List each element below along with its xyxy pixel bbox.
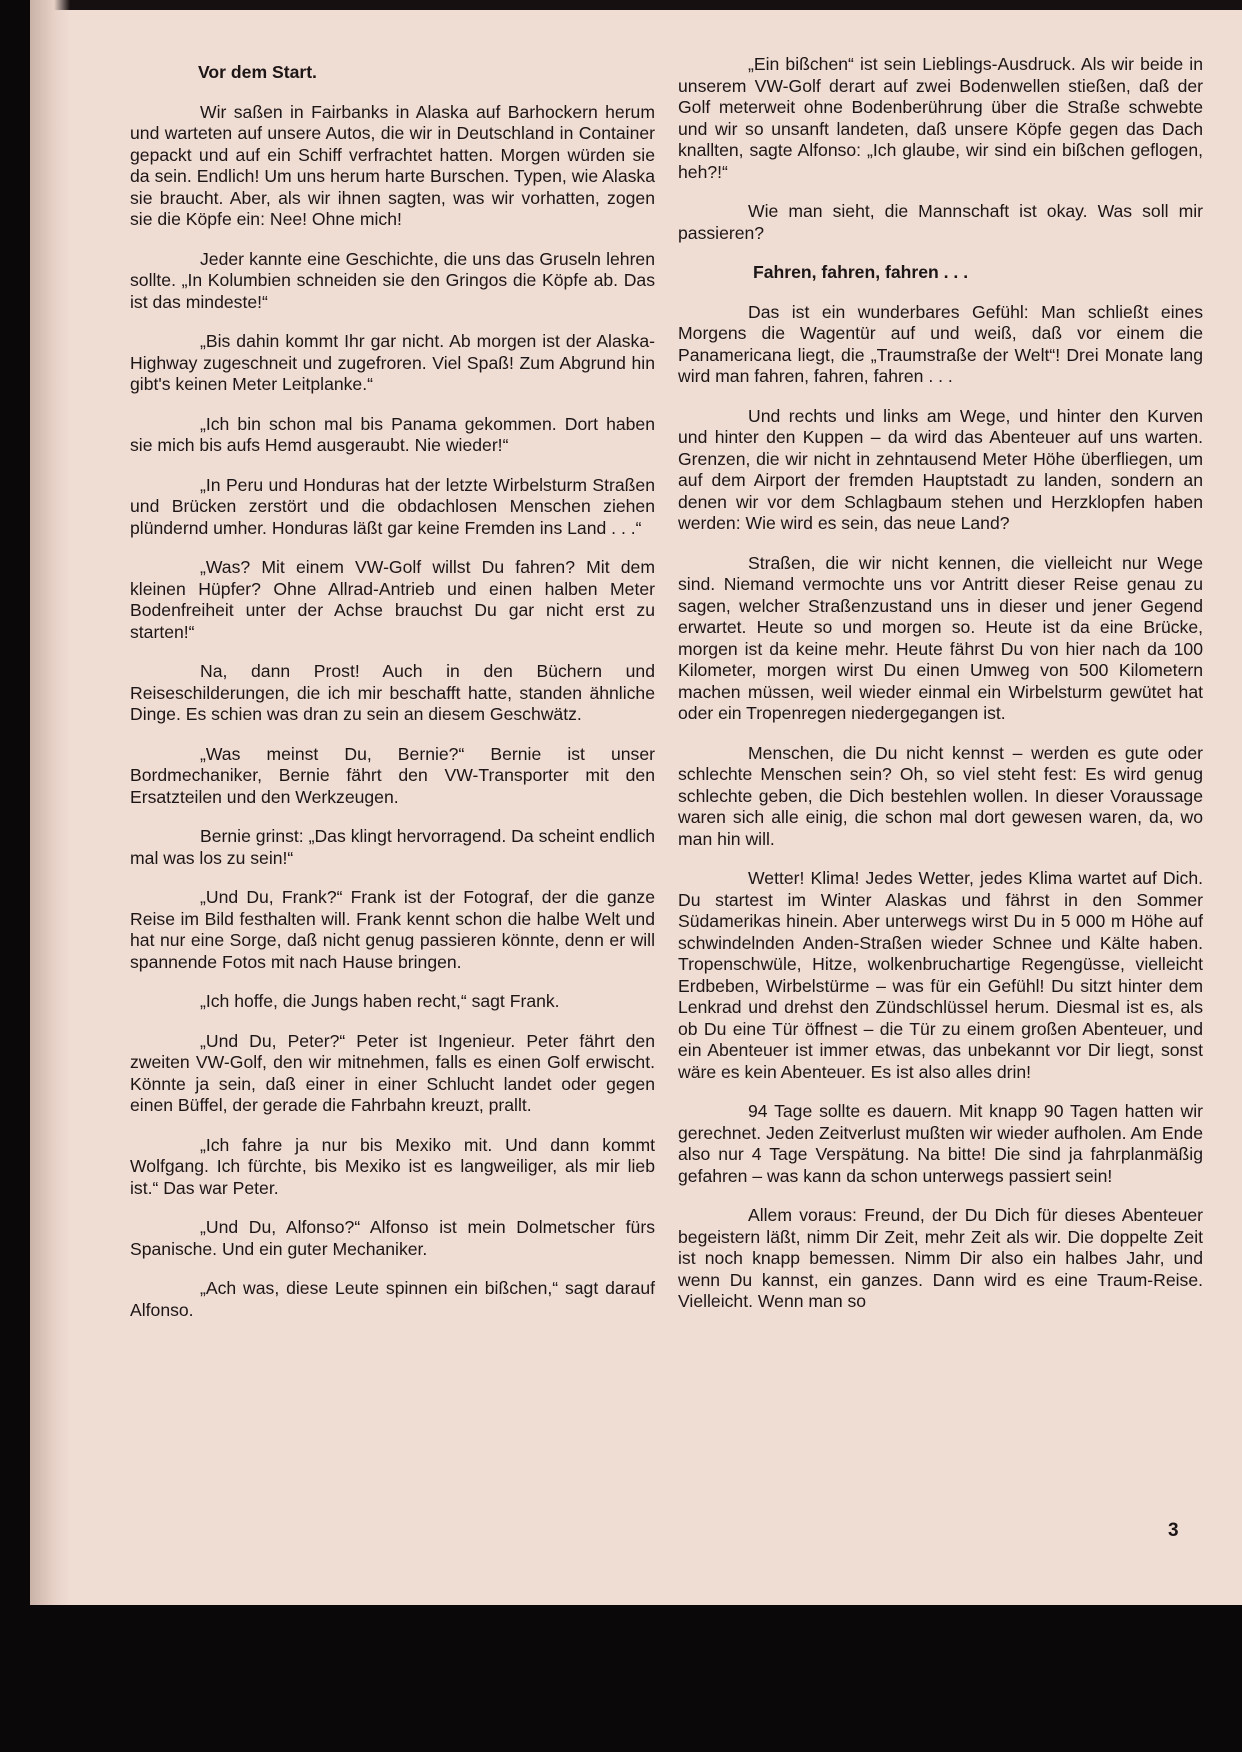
paragraph: „Ach was, diese Leute spinnen ein bißchen,“ sagt darauf Alfonso. bbox=[130, 1278, 655, 1320]
paragraph: „Bis dahin kommt Ihr gar nicht. Ab morgen ist der Alaska-Highway zugeschneit und zugefroren. Viel Spaß! Zum Abgrund hin gibt's keinen Meter Leitplanke.“ bbox=[130, 331, 655, 394]
paragraph: Und rechts und links am Wege, und hinter den Kurven und hinter den Kuppen – da wird das Abenteuer auf uns warten. Grenzen, die wir nicht in zehntausend Meter Höhe überfliegen, um auf dem Airport der fremden Hauptstadt zu landen, sondern an denen wir vor dem Schlagbaum stehen und Herzklopfen haben werden: Wie wird es sein, das neue Land? bbox=[678, 405, 1203, 533]
paragraph: „Und Du, Alfonso?“ Alfonso ist mein Dolmetscher fürs Spanische. Und ein guter Mechaniker. bbox=[130, 1217, 655, 1259]
paragraph: Menschen, die Du nicht kennst – werden es gute oder schlechte Menschen sein? Oh, so viel steht fest: Es wird genug schlechte geben, die Dich bestehlen wollen. In dieser Voraussage waren sich alle einig, die schon mal dort gewesen waren, da, wo man hin will. bbox=[678, 742, 1203, 849]
right-column bbox=[678, 54, 1203, 1331]
paragraph: 94 Tage sollte es dauern. Mit knapp 90 Tagen hatten wir gerechnet. Jeden Zeitverlust mußten wir wieder aufholen. Am Ende also nur 4 Tage Verspätung. Na bitte! Die sind ja fahrplanmäßig gefahren – was kann da schon unterwegs passiert sein! bbox=[678, 1101, 1203, 1186]
paragraph: Wir saßen in Fairbanks in Alaska auf Barhockern herum und warteten auf unsere Autos, die wir in Deutschland in Container gepackt und auf ein Schiff verfrachtet hatten. Morgen würden sie da sein. Endlich! Um uns herum harte Burschen. Typen, wie Alaska sie braucht. Aber, als wir ihnen sagten, was wir vorhatten, zogen sie die Köpfe ein: Nee! Ohne mich! bbox=[130, 101, 655, 229]
paragraph: Allem voraus: Freund, der Du Dich für dieses Abenteuer begeistern läßt, nimm Dir Zeit, mehr Zeit als wir. Die doppelte Zeit ist noch knapp bemessen. Nimm Dir also ein halbes Jahr, und wenn Du kannst, ein ganzes. Dann wird es eine Traum-Reise. Vielleicht. Wenn man so bbox=[678, 1205, 1203, 1311]
paragraph: „In Peru und Honduras hat der letzte Wirbelsturm Straßen und Brücken zerstört und die obdachlosen Menschen ziehen plündernd umher. Honduras läßt gar keine Fremden ins Land . . .“ bbox=[130, 474, 655, 538]
paragraph: „Und Du, Frank?“ Frank ist der Fotograf, der die ganze Reise im Bild festhalten will. Frank kennt schon die halbe Welt und hat nur eine Sorge, daß nicht genug passieren könnte, denn er will spannende Fotos mit nach Hause bringen. bbox=[130, 887, 655, 972]
paragraph: Na, dann Prost! Auch in den Büchern und Reiseschilderungen, die ich mir beschafft hatte, standen ähnliche Dinge. Es schien was dran zu sein an diesem Geschwätz. bbox=[130, 661, 655, 724]
right-intro-paragraphs bbox=[678, 54, 1203, 244]
paragraph: Jeder kannte eine Geschichte, die uns das Gruseln lehren sollte. „In Kolumbien schneiden sie den Gringos die Köpfe ab. Das ist das mindeste!“ bbox=[130, 248, 655, 312]
book-page bbox=[30, 0, 1242, 1605]
paragraph: Bernie grinst: „Das klingt hervorragend. Da scheint endlich mal was los zu sein!“ bbox=[130, 826, 655, 868]
paragraph: „Ich hoffe, die Jungs haben recht,“ sagt Frank. bbox=[200, 991, 560, 1011]
paragraph: Straßen, die wir nicht kennen, die vielleicht nur Wege sind. Niemand vermochte uns vor Antritt dieser Reise genau zu sagen, welcher Straßenzustand uns in dieser und jener Gegend erwartet. Heute so und morgen so. Heute ist da eine Brücke, morgen ist da keine mehr. Heute fährst Du von hier nach da 100 Kilometer, morgen wirst Du einen Umweg von 500 Kilometern machen müssen, weil wieder einmal ein Wirbelsturm gewütet hat oder ein Tropenregen niedergegangen ist. bbox=[678, 552, 1203, 723]
left-column bbox=[130, 54, 655, 1339]
paragraph: „Was meinst Du, Bernie?“ Bernie ist unser Bordmechaniker, Bernie fährt den VW-Transporter mit den Ersatzteilen und den Werkzeugen. bbox=[130, 743, 655, 807]
page-gutter-shadow bbox=[30, 0, 70, 1605]
paragraph: „Was? Mit einem VW-Golf willst Du fahren? Mit dem kleinen Hüpfer? Ohne Allrad-Antrieb und einen halben Meter Bodenfreiheit unter der Achse brauchst Du gar nicht erst zu starten!“ bbox=[130, 557, 655, 642]
paragraph: Wie man sieht, die Mannschaft ist okay. Was soll mir passieren? bbox=[678, 201, 1203, 243]
section-heading-fahren: Fahren, fahren, fahren . . . bbox=[753, 262, 969, 282]
paragraph: „Ich fahre ja nur bis Mexiko mit. Und dann kommt Wolfgang. Ich fürchte, bis Mexiko ist es langweiliger, als mir lieb ist.“ Das war Peter. bbox=[130, 1134, 655, 1198]
page-number: 3 bbox=[1168, 1520, 1179, 1541]
right-paragraphs bbox=[678, 302, 1203, 1313]
paragraph: Das ist ein wunderbares Gefühl: Man schließt eines Morgens die Wagentür auf und weiß, daß vor einem die Panamericana liegt, die „Traumstraße der Welt“! Drei Monate lang wird man fahren, fahren, fahren . . . bbox=[678, 301, 1203, 386]
section-heading-vor-dem-start: Vor dem Start. bbox=[198, 62, 317, 82]
left-paragraphs bbox=[130, 102, 655, 1322]
paragraph: „Ein bißchen“ ist sein Lieblings-Ausdruck. Als wir beide in unserem VW-Golf derart auf zwei Bodenwellen stießen, daß der Golf meterweit ohne Bodenberührung über die Straße schwebte und wir so unsanft landeten, daß unsere Köpfe gegen das Dach knallten, sagte Alfonso: „Ich glaube, wir sind ein bißchen geflogen, heh?!“ bbox=[678, 54, 1203, 182]
paragraph: „Ich bin schon mal bis Panama gekommen. Dort haben sie mich bis aufs Hemd ausgeraubt. Nie wieder!“ bbox=[130, 413, 655, 455]
paragraph: Wetter! Klima! Jedes Wetter, jedes Klima wartet auf Dich. Du startest im Winter Alaskas und fährst in den Sommer Südamerikas hinein. Aber unterwegs wirst Du in 5 000 m Höhe auf schwindelnden Anden-Straßen wieder Schnee und Kälte haben. Tropenschwüle, Hitze, wolkenbruchartige Regengüsse, vielleicht Erdbeben, Wirbelstürme – was für ein Gefühl! Du sitzt hinter dem Lenkrad und drehst den Zündschlüssel herum. Diesmal ist es, als ob Du eine Tür öffnest – die Tür zu einem großen Abenteuer, und ein Abenteuer ist immer etwas, das unbekannt vor Dir liegt, sonst wäre es kein Abenteuer. Es ist also alles drin! bbox=[678, 868, 1203, 1082]
paragraph: „Und Du, Peter?“ Peter ist Ingenieur. Peter fährt den zweiten VW-Golf, den wir mitnehmen, falls es einen Golf erwischt. Könnte ja sein, daß einer in einer Schlucht landet oder gegen einen Büffel, der gerade die Fahrbahn kreuzt, prallt. bbox=[130, 1030, 655, 1115]
